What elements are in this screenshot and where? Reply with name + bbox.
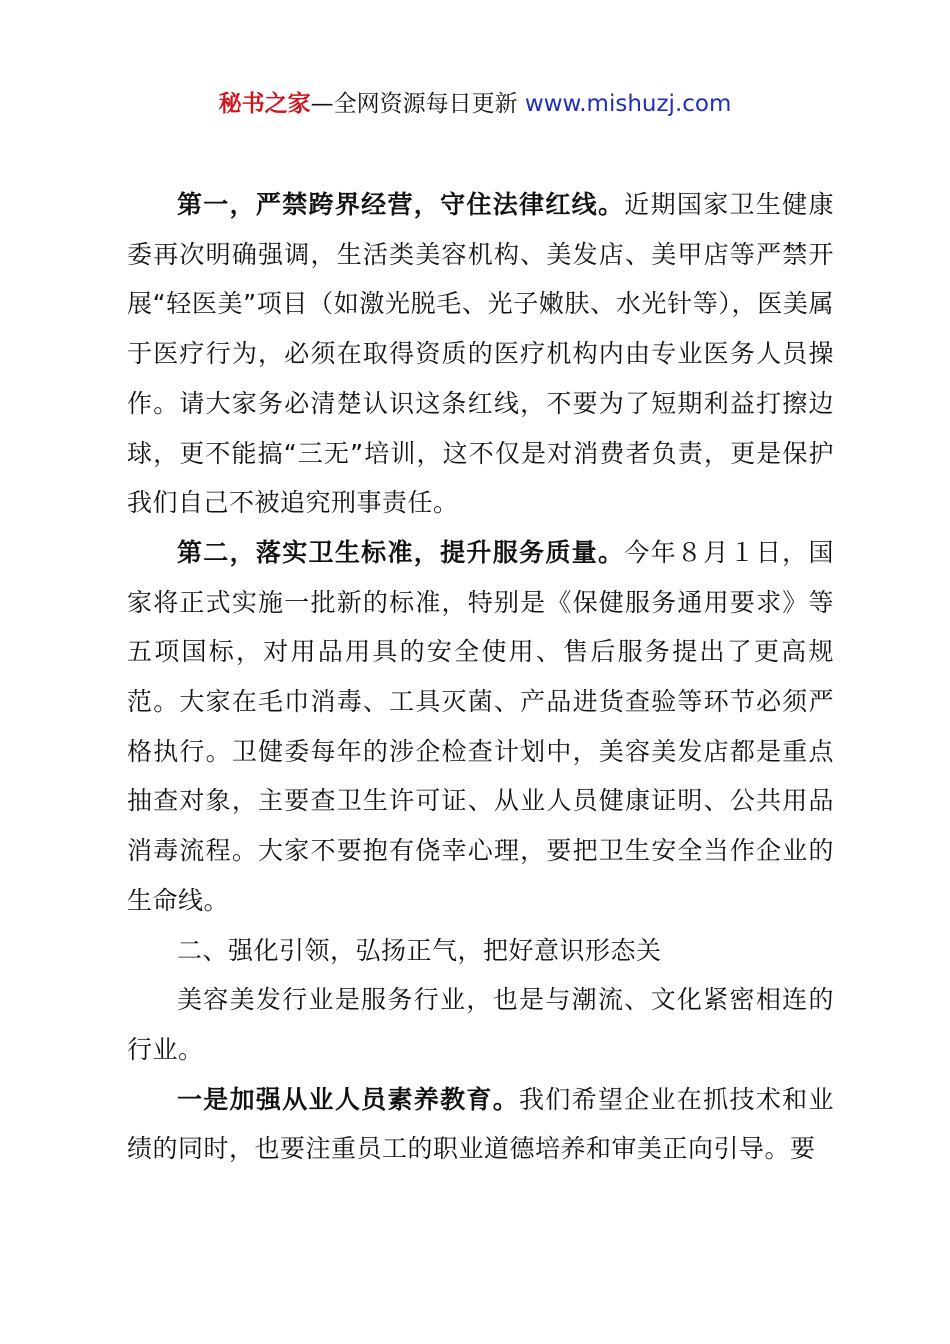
paragraph-1 <box>127 180 834 528</box>
header-tagline: —全网资源每日更新 <box>310 91 525 117</box>
paragraph-3 <box>127 975 834 1074</box>
section-heading <box>127 926 834 976</box>
site-header <box>0 86 950 122</box>
paragraph-2 <box>127 528 834 926</box>
site-url-link[interactable]: www.mishuzj.com <box>524 91 732 117</box>
section-heading-text: 二、强化引领，弘扬正气，把好意识形态关 <box>177 935 662 965</box>
paragraph-heading: 第一，严禁跨界经营，守住法律红线。 <box>177 190 625 219</box>
paragraph-heading: 第二，落实卫生标准，提升服务质量。 <box>177 537 625 567</box>
paragraph-text: 今年８月１日，国家将正式实施一批新的标准，特别是《保健服务通用要求》等五项国标，对用品用具的安全使用、售后服务提出了更高规范。大家在毛巾消毒、工具灭菌、产品进货查验等环节必须严格执行。卫健委每年的涉企检查计划中，美容美发店都是重点抽查对象，主要查卫生许可证、从业人员健康证明、公共用品消毒流程。大家不要抱有侥幸心理，要把卫生安全当作企业的生命线。 <box>127 537 834 915</box>
paragraph-heading: 一是加强从业人员素养教育。 <box>177 1084 520 1114</box>
paragraph-text: 美容美发行业是服务行业，也是与潮流、文化紧密相连的行业。 <box>127 985 834 1064</box>
paragraph-text: 我们希望企业在抓技术和业绩的同时，也要注重员工的职业道德培养和审美正向引导。要 <box>127 1084 834 1164</box>
document-body <box>127 180 834 1174</box>
brand-name: 秘书之家 <box>218 91 311 117</box>
paragraph-4 <box>127 1075 834 1174</box>
paragraph-text: 近期国家卫生健康委再次明确强调，生活类美容机构、美发店、美甲店等严禁开展“轻医美”项目（如激光脱毛、光子嫩肤、水光针等），医美属于医疗行为，必须在取得资质的医疗机构内由专业医务人员操作。请大家务必清楚认识这条红线，不要为了短期利益打擦边球，更不能搞“三无”培训，这不仅是对消费者负责，更是保护我们自己不被追究刑事责任。 <box>127 190 834 518</box>
